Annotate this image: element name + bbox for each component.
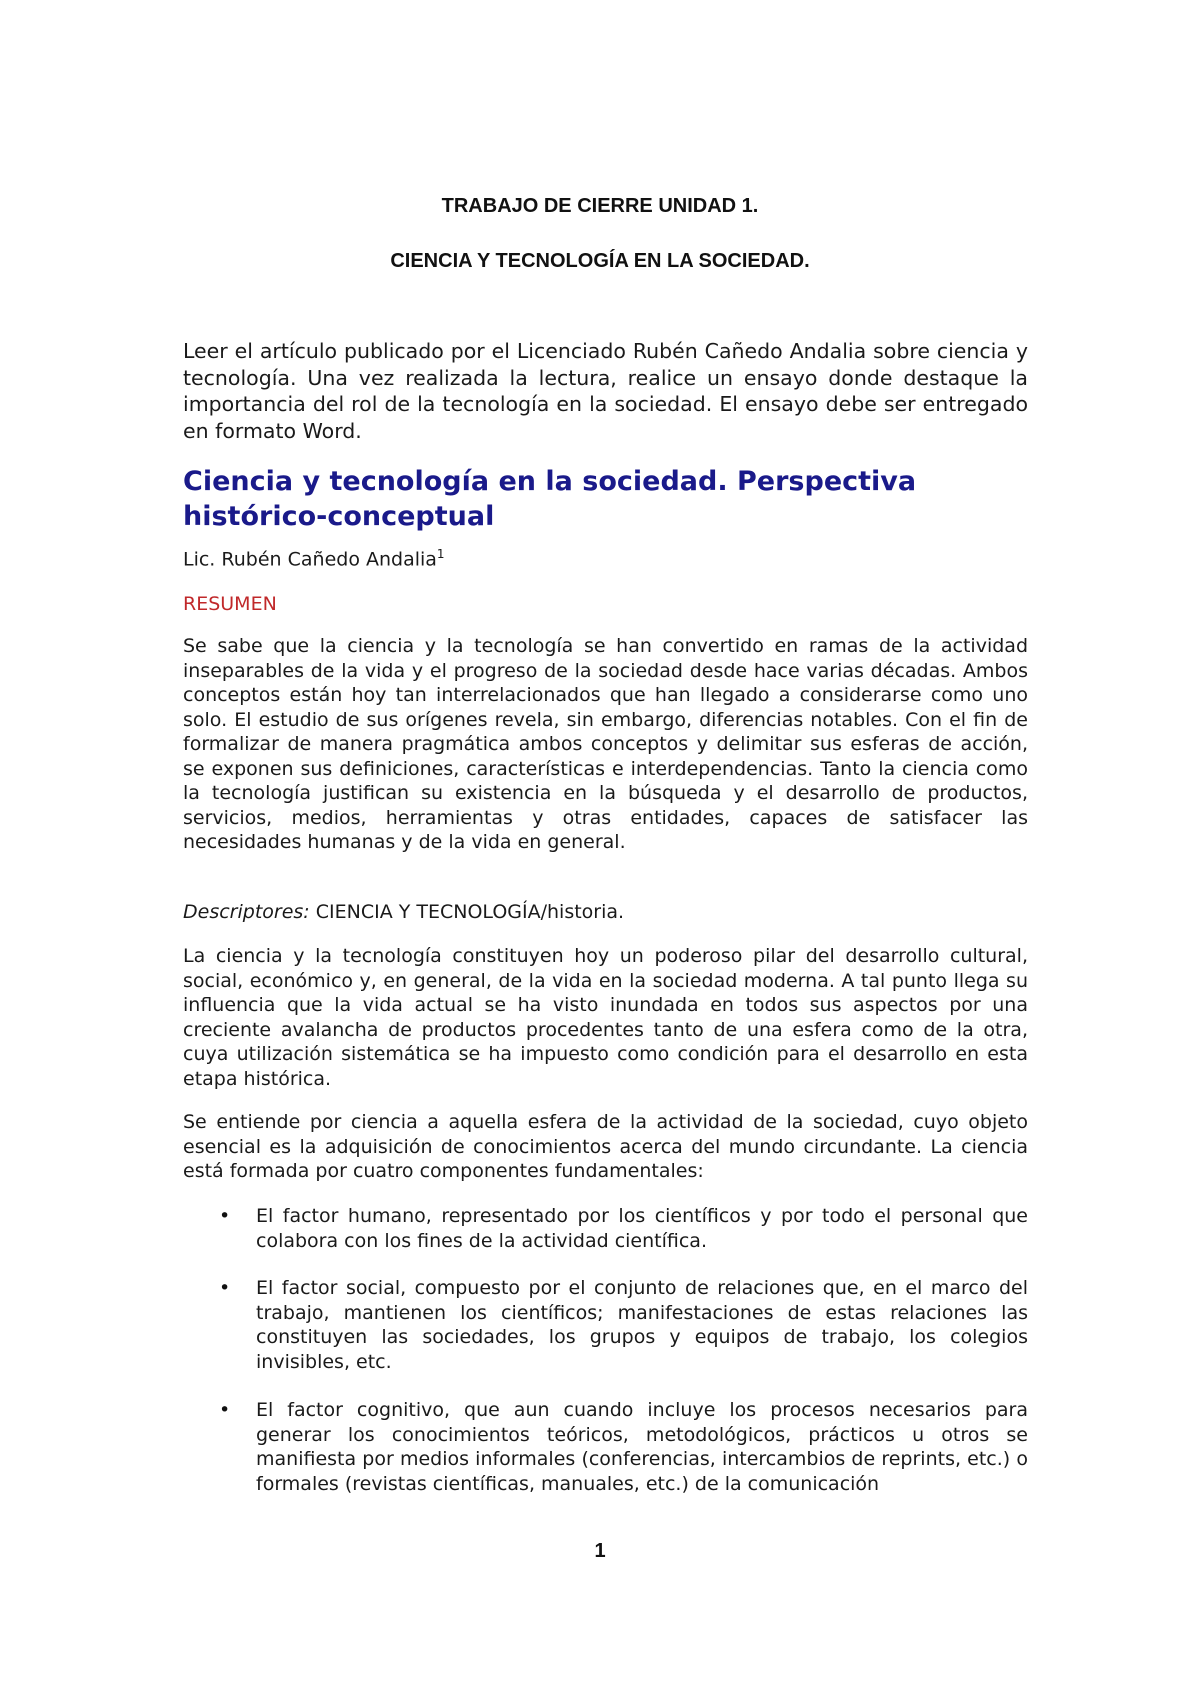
document-title-line1: TRABAJO DE CIERRE UNIDAD 1. bbox=[441, 195, 759, 217]
descriptores-label: Descriptores: bbox=[183, 901, 310, 923]
author-footnote-marker: 1 bbox=[436, 547, 445, 561]
bullet-icon: • bbox=[219, 1205, 231, 1227]
article-title: Ciencia y tecnología en la sociedad. Perspectiva histórico-conceptual bbox=[183, 466, 917, 532]
body-paragraph-2: Se entiende por ciencia a aquella esfera de la actividad de la sociedad, cuyo objeto esencial es la adquisición de conocimientos acerca del mundo circundante. La ciencia está formada por cuatro componentes fundamentales: bbox=[183, 1111, 1028, 1182]
list-item-text: El factor social, compuesto por el conjunto de relaciones que, en el marco del trabajo, mantienen los científicos; manifestaciones de estas relaciones las constituyen las sociedades, los grupos y equipos de trabajo, los colegios invisibles, etc. bbox=[256, 1277, 1028, 1373]
body-paragraph-1: La ciencia y la tecnología constituyen hoy un poderoso pilar del desarrollo cultural, social, económico y, en general, de la vida en la sociedad moderna. A tal punto llega su influencia que la vida actual se ha visto inundada en todos sus aspectos por una creciente avalancha de productos procedentes tanto de una esfera como de la otra, cuya utilización sistemática se ha impuesto como condición para el desarrollo en esta etapa histórica. bbox=[183, 945, 1028, 1090]
bullet-icon: • bbox=[219, 1399, 231, 1421]
author-name: Lic. Rubén Cañedo Andalia bbox=[183, 548, 437, 571]
article-author bbox=[183, 547, 445, 570]
descriptores-value: CIENCIA Y TECNOLOGÍA/historia. bbox=[309, 901, 625, 923]
list-item-text: El factor humano, representado por los científicos y por todo el personal que colabora con los fines de la actividad científica. bbox=[256, 1205, 1028, 1252]
list-item-text: El factor cognitivo, que aun cuando incluye los procesos necesarios para generar los conocimientos teóricos, metodológicos, prácticos u otros se manifiesta por medios informales (conferencias, intercambios de reprints, etc.) o formales (revistas científicas, manuales, etc.) de la comunicación bbox=[256, 1399, 1028, 1495]
assignment-instructions: Leer el artículo publicado por el Licenciado Rubén Cañedo Andalia sobre ciencia y tecnología. Una vez realizada la lectura, realice un ensayo donde destaque la importancia del rol de la tecnología en la sociedad. El ensayo debe ser entregado en formato Word. bbox=[183, 339, 1028, 443]
page-number: 1 bbox=[594, 1540, 606, 1562]
bullet-icon: • bbox=[219, 1277, 231, 1299]
resumen-heading: RESUMEN bbox=[183, 593, 277, 615]
resumen-paragraph: Se sabe que la ciencia y la tecnología se han convertido en ramas de la actividad inseparables de la vida y el progreso de la sociedad desde hace varias décadas. Ambos conceptos están hoy tan interrelacionados que han llegado a considerarse como uno solo. El estudio de sus orígenes revela, sin embargo, diferencias notables. Con el fin de formalizar de manera pragmática ambos conceptos y delimitar sus esferas de acción, se exponen sus definiciones, características e interdependencias. Tanto la ciencia como la tecnología justifican su existencia en la búsqueda y el desarrollo de productos, servicios, medios, herramientas y otras entidades, capaces de satisfacer las necesidades humanas y de la vida en general. bbox=[183, 635, 1028, 853]
document-title-line2: CIENCIA Y TECNOLOGÍA EN LA SOCIEDAD. bbox=[390, 250, 810, 272]
descriptores-line bbox=[183, 900, 1028, 925]
